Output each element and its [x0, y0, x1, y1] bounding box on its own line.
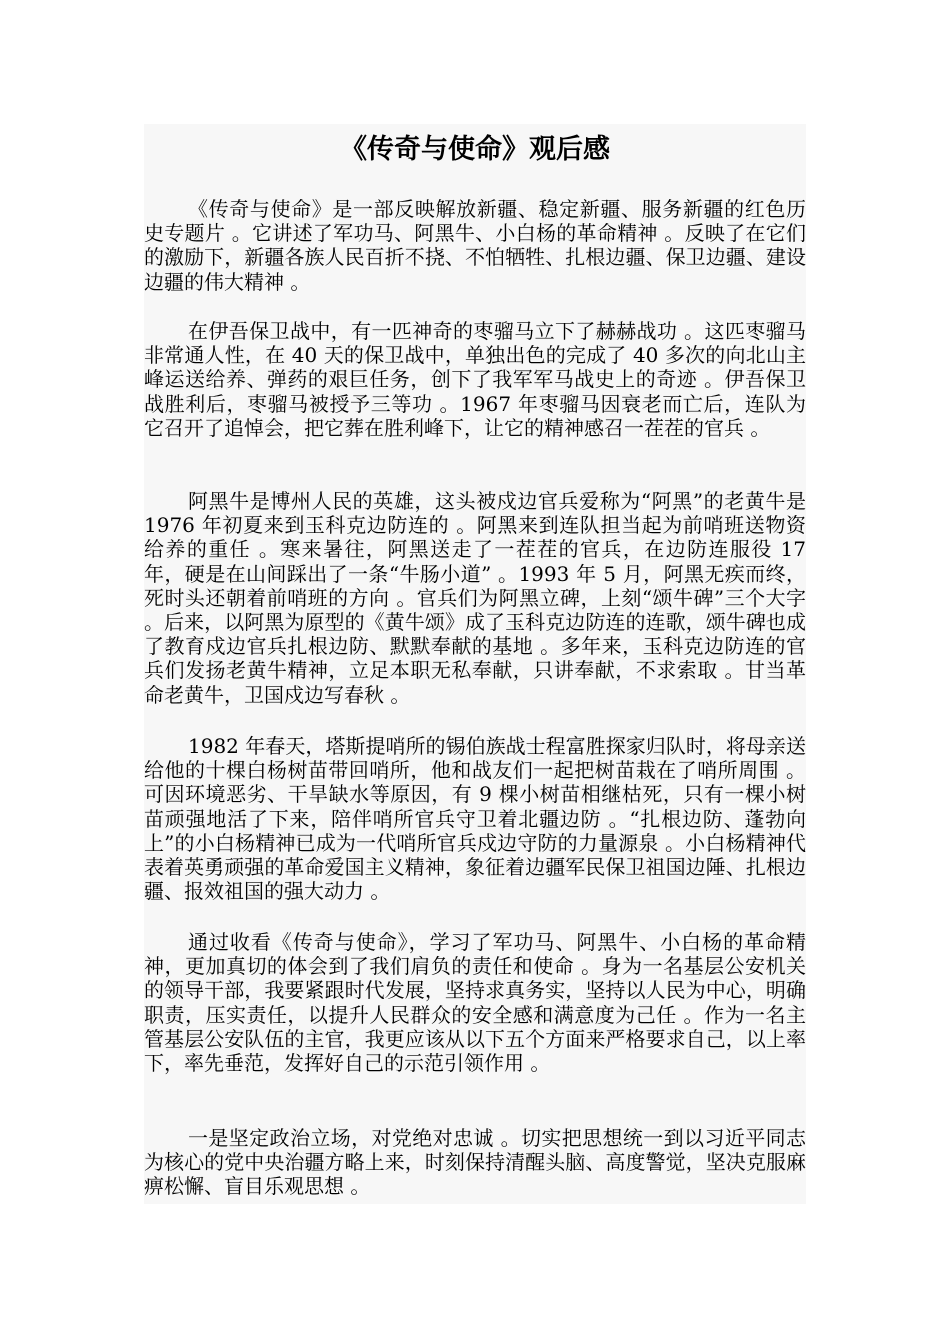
- paragraph-black-ox: 阿黑牛是博州人民的英雄，这头被戍边官兵爱称为“阿黑”的老黄牛是 1976 年初夏来到玉科克边防连的 。阿黑来到连队担当起为前哨班送物资给养的重任 。寒来暑往，阿黑送走了一茬茬的官兵，在边防连服役 17 年，硬是在山间踩出了一条“牛肠小道” 。1993 年 5 月，阿黑无疾而终，死时头还朝着前哨班的方向 。官兵们为阿黑立碑，上刻“颂牛碑”三个大字 。后来，以阿黑为原型的《黄牛颂》成了玉科克边防连的连歌，颂牛碑也成了教育戍边官兵扎根边防、默默奉献的基地 。多年来，玉科克边防连的官兵们发扬老黄牛精神，立足本职无私奉献，只讲奉献，不求索取 。甘当革命老黄牛，卫国戍边写春秋 。: [144, 489, 806, 707]
- paragraph-point-one: 一是坚定政治立场，对党绝对忠诚 。切实把思想统一到以习近平同志为核心的党中央治疆方略上来，时刻保持清醒头脑、高度警觉，坚决克服麻痹松懈、盲目乐观思想 。: [144, 1126, 806, 1199]
- paragraph-white-poplar: 1982 年春天，塔斯提哨所的锡伯族战士程富胜探家归队时，将母亲送给他的十棵白杨树苗带回哨所，他和战友们一起把树苗栽在了哨所周围 。可因环境恶劣、干旱缺水等原因，有 9 棵小树苗相继枯死，只有一棵小树苗顽强地活了下来，陪伴哨所官兵守卫着北疆边防 。“扎根边防、蓬勃向上”的小白杨精神已成为一代哨所官兵戍边守防的力量源泉 。小白杨精神代表着英勇顽强的革命爱国主义精神，象征着边疆军民保卫祖国边陲、扎根边疆、报效祖国的强大动力 。: [144, 734, 806, 904]
- paragraph-war-horse: 在伊吾保卫战中，有一匹神奇的枣骝马立下了赫赫战功 。这匹枣骝马非常通人性，在 40 天的保卫战中，单独出色的完成了 40 多次的向北山主峰运送给养、弹药的艰巨任务，创下了我军军马战史上的奇迹 。伊吾保卫战胜利后，枣骝马被授予三等功 。1967 年枣骝马因衰老而亡后，连队为它召开了追悼会，把它葬在胜利峰下，让它的精神感召一茬茬的官兵 。: [144, 319, 806, 440]
- document-title: 《传奇与使命》观后感: [340, 134, 610, 165]
- paragraph-intro: 《传奇与使命》是一部反映解放新疆、稳定新疆、服务新疆的红色历史专题片 。它讲述了军功马、阿黑牛、小白杨的革命精神 。反映了在它们的激励下，新疆各族人民百折不挠、不怕牺牲、扎根边疆、保卫边疆、建设边疆的伟大精神 。: [144, 197, 806, 294]
- paragraph-reflection: 通过收看《传奇与使命》，学习了军功马、阿黑牛、小白杨的革命精神，更加真切的体会到了我们肩负的责任和使命 。身为一名基层公安机关的领导干部，我要紧跟时代发展，坚持求真务实，坚持以人民为中心，明确职责，压实责任，以提升人民群众的安全感和满意度为己任 。作为一名主管基层公安队伍的主官，我更应该从以下五个方面来严格要求自己，以上率下，率先垂范，发挥好自己的示范引领作用 。: [144, 930, 806, 1076]
